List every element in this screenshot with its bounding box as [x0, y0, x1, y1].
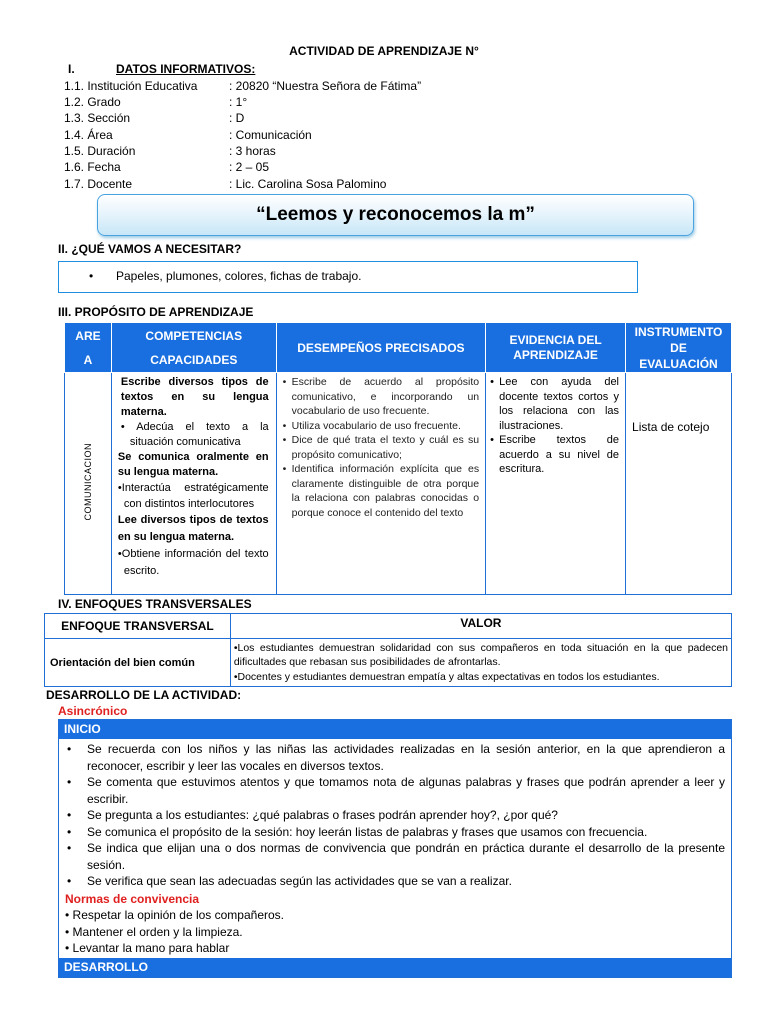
norma-item [65, 940, 725, 957]
desarrollo-heading: DESARROLLO DE LA ACTIVIDAD: [46, 688, 242, 702]
capacidad-label: Interactúa estratégicamente con distintos interlocutores [121, 482, 269, 510]
capacidad-label: Obtiene información del texto escrito. [121, 548, 269, 577]
area-label: COMUNICACION [82, 443, 93, 521]
bullet-icon: • [67, 824, 72, 839]
section-1-number: I. [68, 62, 75, 76]
desarrollo-bar: DESARROLLO [59, 958, 731, 977]
desempenos-cell [276, 373, 485, 595]
header-evidencia: EVIDENCIA DEL APRENDIZAJE [486, 323, 626, 373]
capacidad-bullet: • [117, 548, 122, 560]
inicio-bar: INICIO [59, 720, 731, 739]
area-cell [65, 373, 112, 595]
activity-development-box [58, 719, 732, 978]
instrumento-text: Lista de cotejo [632, 420, 710, 434]
enfoque-cell: Orientación del bien común [45, 639, 231, 687]
info-value: : 1° [229, 95, 248, 109]
header-comp-line1: COMPETENCIAS [145, 328, 243, 343]
inicio-item-text: Se verifica que sean las adecuadas según las actividades que se van a realizar. [87, 874, 512, 888]
bullet-icon: • [67, 808, 72, 822]
inicio-item-text: Se comenta que estuvimos atentos y que tomamos nota de algunas palabras y frases que podrán aprender a leer y escribir. [87, 775, 725, 806]
valor-item: •Docentes y estudiantes demuestran empatía y altas expectativas en todos los estudiantes. [233, 670, 660, 683]
competencia-text: Lee diversos tipos de textos en su lengua materna. [117, 514, 269, 543]
purpose-table [64, 322, 732, 595]
info-value: : Comunicación [229, 128, 312, 142]
info-label: 1.4. Área [64, 128, 113, 142]
inicio-item [65, 774, 725, 807]
inicio-item-text: Se recuerda con los niños y las niñas las actividades realizadas en la sesión anterior, en la que aprendieron a reconocer, escribir y leer las vocales en diversos textos. [87, 742, 725, 773]
competencia-text: Se comunica oralmente en su lengua materna. [117, 451, 269, 478]
desempeno-item: • Identifica información explícita que es claramente distinguible de otra porque la relaciona con palabras conocidas o porque conoce el contenido del texto [283, 462, 479, 520]
header-comp-line2: CAPACIDADES [150, 352, 238, 367]
header-instrumento: INSTRUMENTO DE EVALUACIÓN [626, 323, 732, 373]
valores-cell [230, 639, 731, 687]
capacidad-text [118, 480, 269, 512]
section-4-heading: IV. ENFOQUES TRANSVERSALES [58, 597, 252, 611]
info-label: 1.2. Grado [64, 95, 121, 109]
info-value: : Lic. Carolina Sosa Palomino [229, 177, 387, 191]
desempeno-item: • Utiliza vocabulario de uso frecuente. [283, 419, 479, 434]
info-label: 1.3. Sección [64, 111, 131, 125]
competencia-text: Escribe diversos tipos de textos en su lengua materna. [120, 376, 269, 418]
normas-heading: Normas de convivencia [65, 891, 200, 906]
desempeno-item: • Escribe de acuerdo al propósito comunicativo, e incorporando un vocabulario de uso frecuente. [283, 375, 479, 419]
bullet-icon: • [65, 908, 70, 922]
info-value: : 3 horas [229, 144, 276, 158]
inicio-item [65, 741, 725, 774]
info-label: 1.1. Institución Educativa [64, 79, 198, 93]
header-competencias [111, 323, 276, 373]
norma-text: Mantener el orden y la limpieza. [72, 924, 243, 939]
header-valor: VALOR [230, 614, 731, 639]
capacidad-bullet: • [120, 421, 125, 433]
capacidad-bullet: • [117, 482, 122, 494]
info-value: : D [229, 111, 245, 125]
bullet-icon: • [65, 941, 70, 955]
norma-text: Respetar la opinión de los compañeros. [72, 908, 285, 922]
capacidad-label: Adecúa el texto a la situación comunicativa [129, 421, 269, 448]
evidencia-item: • Lee con ayuda del docente textos cortos y los relaciona con las ilustraciones. [490, 375, 619, 433]
inicio-item [65, 840, 725, 873]
inicio-item [65, 807, 725, 824]
info-label: 1.5. Duración [64, 144, 136, 158]
valor-item: •Los estudiantes demuestran solidaridad con sus compañeros en toda situación en la que padecen dificultades que rebasan sus posibilidades de afrontarlas. [233, 641, 728, 669]
norma-item [65, 924, 725, 941]
bullet-icon: • [67, 742, 72, 756]
instrumento-cell [626, 373, 732, 595]
materials-text: Papeles, plumones, colores, fichas de trabajo. [116, 269, 362, 283]
section-3-heading: III. PROPÓSITO DE APRENDIZAJE [58, 305, 254, 319]
materials-bullet: • [89, 269, 94, 283]
norma-text: Levantar la mano para hablar [72, 941, 230, 955]
enfoques-table [44, 613, 732, 687]
evidencia-item: • Escribe textos de acuerdo a su nivel de escritura. [490, 433, 619, 477]
header-enfoque: ENFOQUE TRANSVERSAL [45, 614, 231, 639]
inicio-item-text: Se pregunta a los estudiantes: ¿qué palabras o frases podrán aprender hoy?, ¿por qué? [87, 808, 558, 822]
header-area-line1: ARE [75, 328, 101, 343]
inicio-item [65, 873, 725, 890]
bullet-icon: • [67, 874, 72, 888]
info-label: 1.7. Docente [64, 177, 133, 191]
inicio-item-text: Se indica que elijan una o dos normas de convivencia que pondrán en práctica durante el desarrollo de la presente sesión. [87, 841, 725, 872]
header-area-line2: A [83, 352, 93, 367]
info-value: : 20820 “Nuestra Señora de Fátima” [229, 79, 422, 93]
document-title: ACTIVIDAD DE APRENDIZAJE N° [289, 44, 479, 58]
capacidad-text [118, 420, 269, 450]
norma-item [65, 907, 725, 924]
bullet-icon: • [65, 924, 70, 939]
section-1-heading: DATOS INFORMATIVOS: [116, 62, 256, 76]
session-title-banner: “Leemos y reconocemos la m” [97, 194, 694, 236]
capacidad-text [118, 546, 269, 580]
materials-box [58, 261, 638, 293]
header-area [65, 323, 112, 373]
bullet-icon: • [67, 841, 72, 855]
info-value: : 2 – 05 [229, 160, 270, 174]
inicio-list [59, 739, 731, 958]
header-desempenos: DESEMPEÑOS PRECISADOS [276, 323, 485, 373]
capacidades-cell [111, 373, 276, 595]
asincronico-label: Asincrónico [58, 704, 128, 718]
inicio-item [65, 824, 725, 841]
evidencia-cell [486, 373, 626, 595]
inicio-item-text: Se comunica el propósito de la sesión: hoy leerán listas de palabras y frases que usamos con frecuencia. [87, 824, 648, 839]
section-2-heading: II. ¿QUÉ VAMOS A NECESITAR? [58, 242, 242, 256]
desempeno-item: • Dice de qué trata el texto y cuál es su propósito comunicativo; [283, 433, 479, 462]
bullet-icon: • [67, 775, 72, 789]
info-label: 1.6. Fecha [64, 160, 121, 174]
